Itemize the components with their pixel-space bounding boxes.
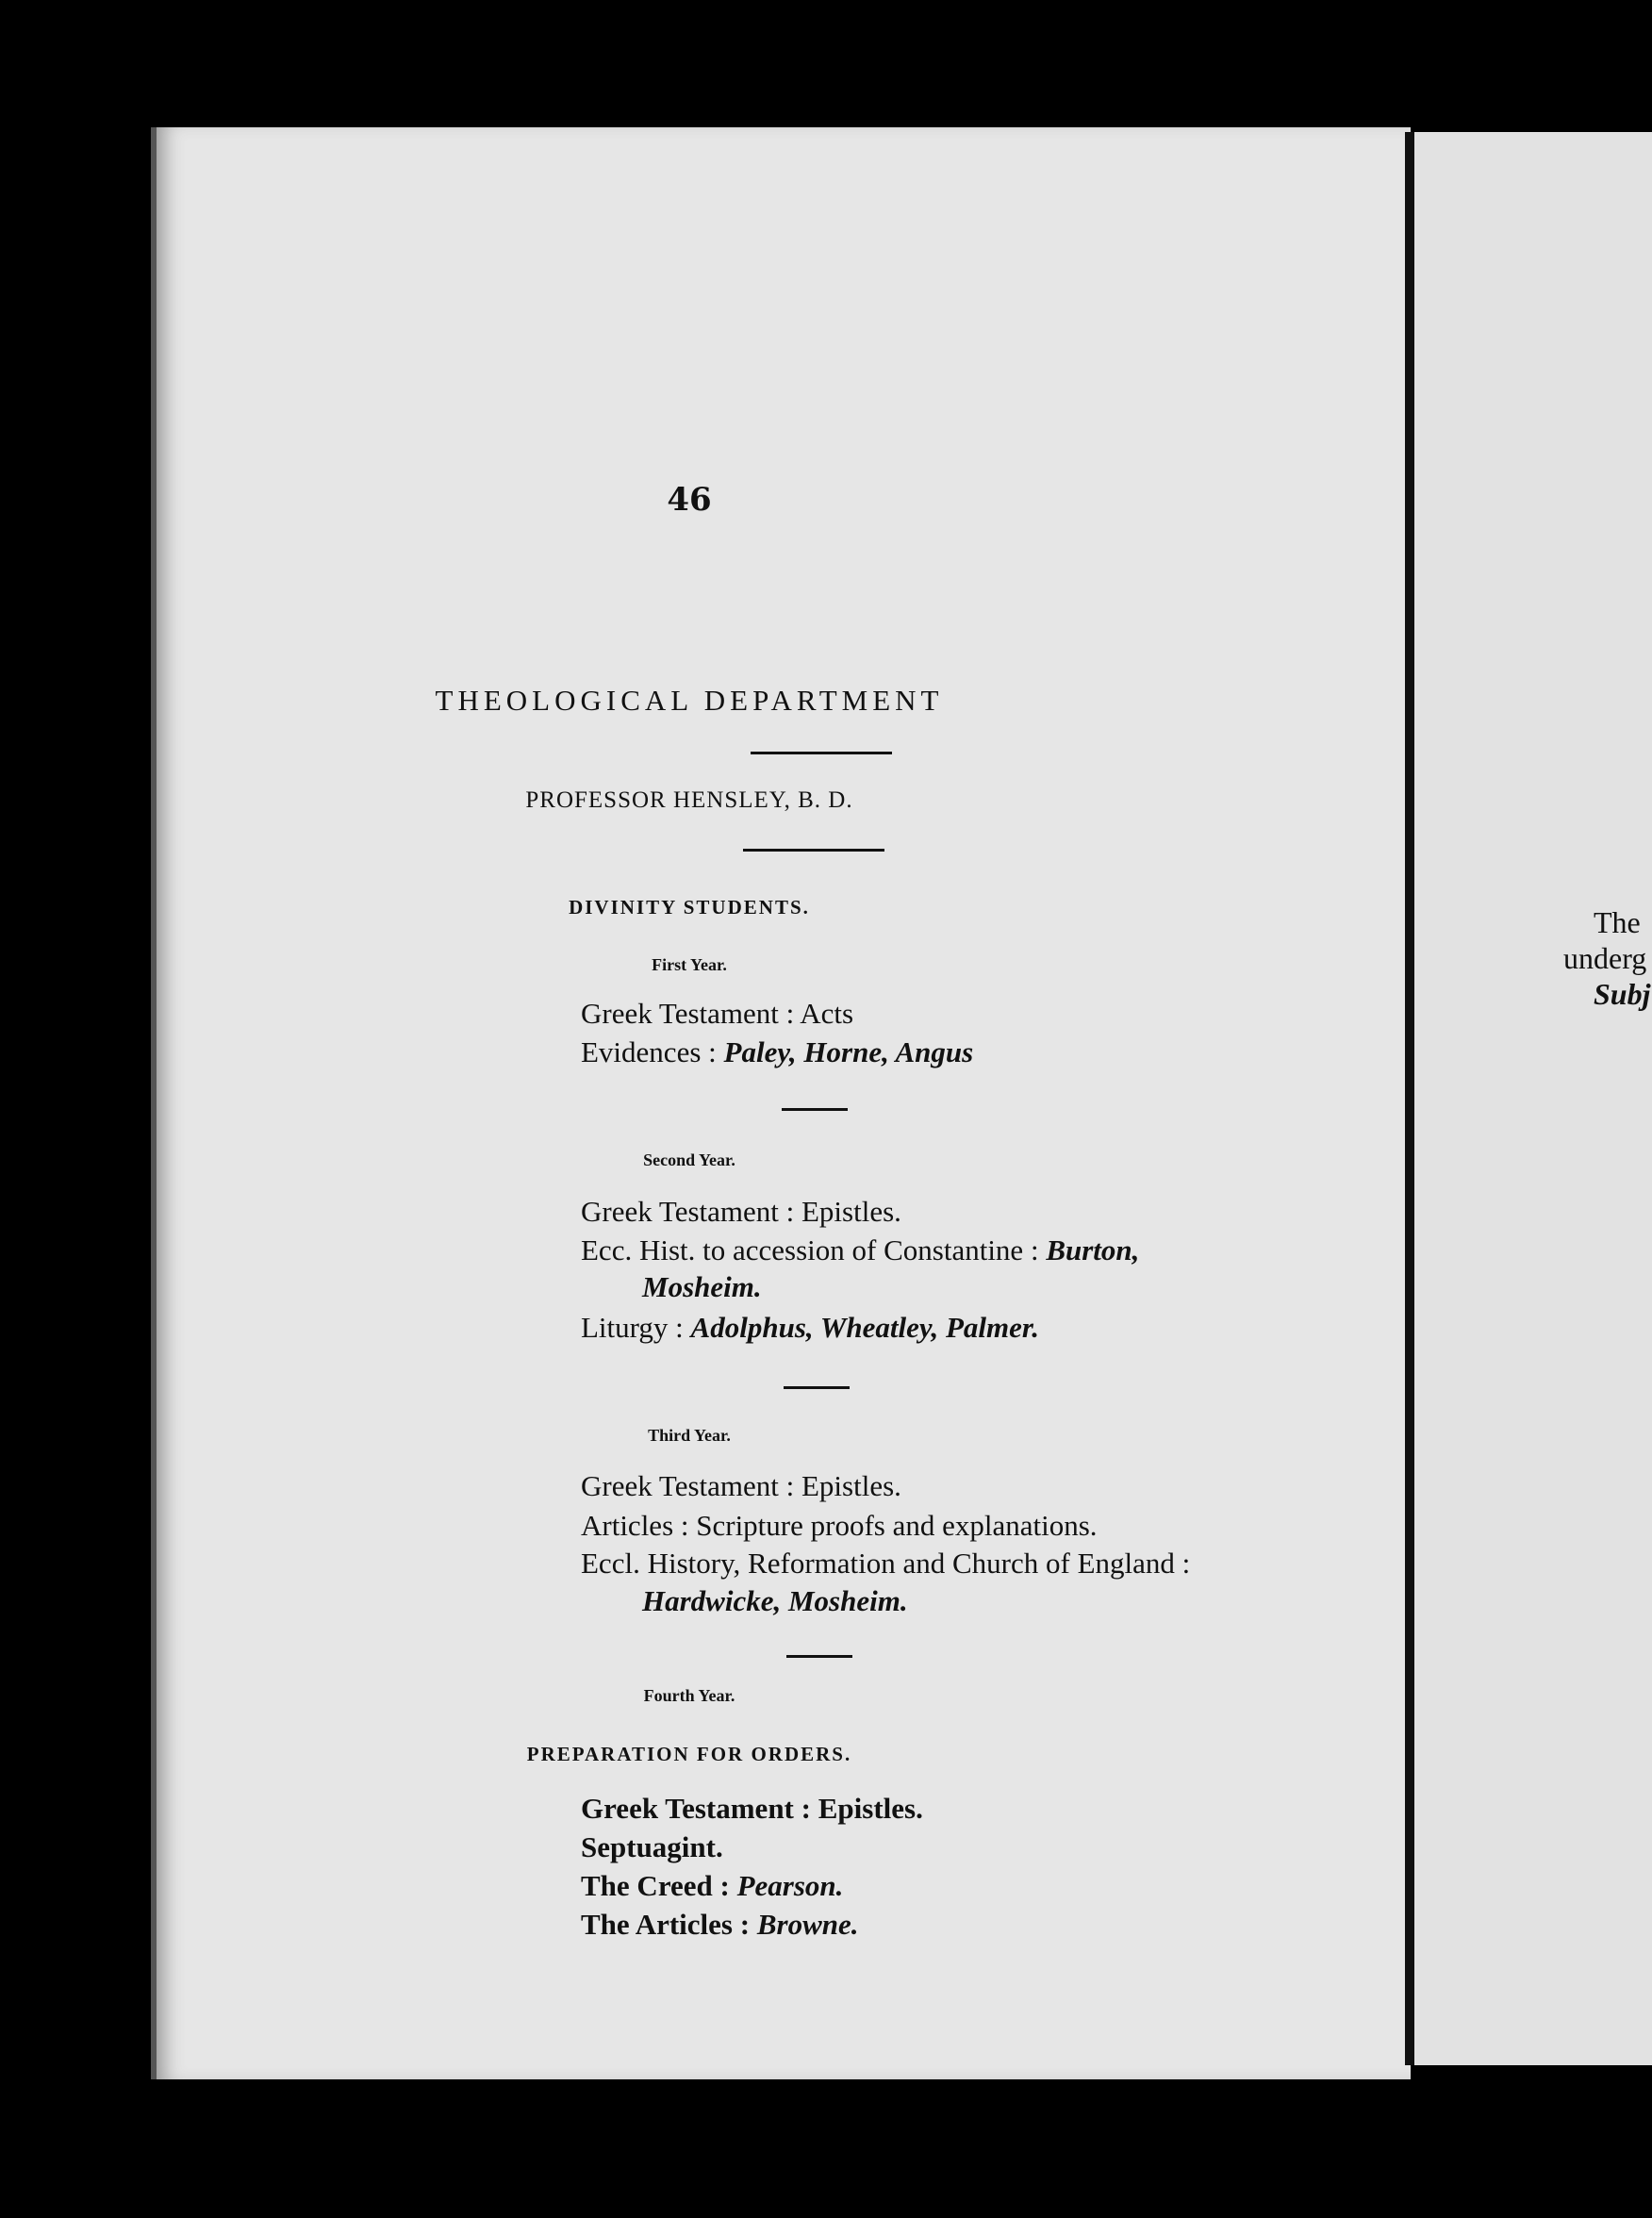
professor-name: PROFESSOR HENSLEY, B. D. bbox=[525, 787, 853, 813]
second-year-line bbox=[642, 1270, 762, 1304]
first-year-line bbox=[581, 1035, 973, 1069]
line-label: Greek Testament : bbox=[581, 1469, 795, 1502]
third-year-line bbox=[581, 1509, 1098, 1543]
fourth-year-line bbox=[581, 1792, 923, 1826]
page-number: 46 bbox=[667, 481, 712, 519]
line-italic: Pearson. bbox=[736, 1869, 844, 1902]
line-text: Epistles. bbox=[801, 1469, 901, 1502]
second-year-heading: Second Year. bbox=[643, 1150, 735, 1169]
line-label: Greek Testament : bbox=[581, 1792, 811, 1825]
divider-rule bbox=[743, 849, 884, 852]
third-year-line bbox=[642, 1584, 908, 1618]
divider-rule bbox=[784, 1386, 850, 1389]
book-spine bbox=[1405, 132, 1414, 2065]
students-heading: DIVINITY STUDENTS. bbox=[569, 896, 810, 919]
line-label: Greek Testament : bbox=[581, 997, 795, 1030]
preparation-heading: PREPARATION FOR ORDERS. bbox=[526, 1743, 852, 1765]
second-year-line bbox=[581, 1195, 901, 1229]
line-italic: Burton, bbox=[1046, 1233, 1140, 1266]
line-text: Septuagint. bbox=[581, 1830, 723, 1863]
right-page-text: underg bbox=[1563, 941, 1647, 975]
first-year-line bbox=[581, 997, 853, 1031]
line-italic: Paley, Horne, Angus bbox=[723, 1035, 974, 1068]
second-year-line bbox=[581, 1311, 1039, 1345]
line-italic: Browne. bbox=[756, 1908, 859, 1941]
line-label: Ecc. Hist. to accession of Constantine : bbox=[581, 1233, 1039, 1266]
line-label: The Articles : bbox=[581, 1908, 751, 1941]
line-label: Evidences : bbox=[581, 1035, 717, 1068]
third-year-heading: Third Year. bbox=[648, 1426, 731, 1445]
line-italic: Adolphus, Wheatley, Palmer. bbox=[690, 1311, 1040, 1344]
left-page bbox=[151, 127, 1411, 2079]
right-page-text: Subj bbox=[1594, 977, 1651, 1011]
line-text: Epistles. bbox=[818, 1792, 923, 1825]
right-page-text: The bbox=[1594, 905, 1641, 939]
first-year-heading: First Year. bbox=[652, 955, 727, 974]
second-year-line bbox=[581, 1233, 1139, 1267]
third-year-line bbox=[581, 1469, 901, 1503]
divider-rule bbox=[782, 1108, 848, 1111]
line-text: Scripture proofs and explanations. bbox=[696, 1509, 1098, 1542]
third-year-line bbox=[581, 1547, 1190, 1581]
line-text: Epistles. bbox=[801, 1195, 901, 1228]
line-italic: Mosheim. bbox=[642, 1270, 762, 1303]
divider-rule bbox=[786, 1655, 852, 1658]
department-title: THEOLOGICAL DEPARTMENT bbox=[435, 684, 944, 717]
line-label: Articles : bbox=[581, 1509, 689, 1542]
fourth-year-line bbox=[581, 1869, 843, 1903]
line-label: Eccl. History, Reformation and Church of England : bbox=[581, 1547, 1191, 1580]
line-label: Greek Testament : bbox=[581, 1195, 795, 1228]
divider-rule bbox=[751, 752, 892, 754]
line-italic: Hardwicke, Mosheim. bbox=[642, 1584, 908, 1617]
right-page bbox=[1414, 132, 1652, 2065]
fourth-year-line bbox=[581, 1830, 723, 1864]
fourth-year-heading: Fourth Year. bbox=[643, 1686, 735, 1705]
line-label: The Creed : bbox=[581, 1869, 730, 1902]
line-text: Acts bbox=[800, 997, 854, 1030]
line-label: Liturgy : bbox=[581, 1311, 684, 1344]
fourth-year-line bbox=[581, 1908, 859, 1942]
